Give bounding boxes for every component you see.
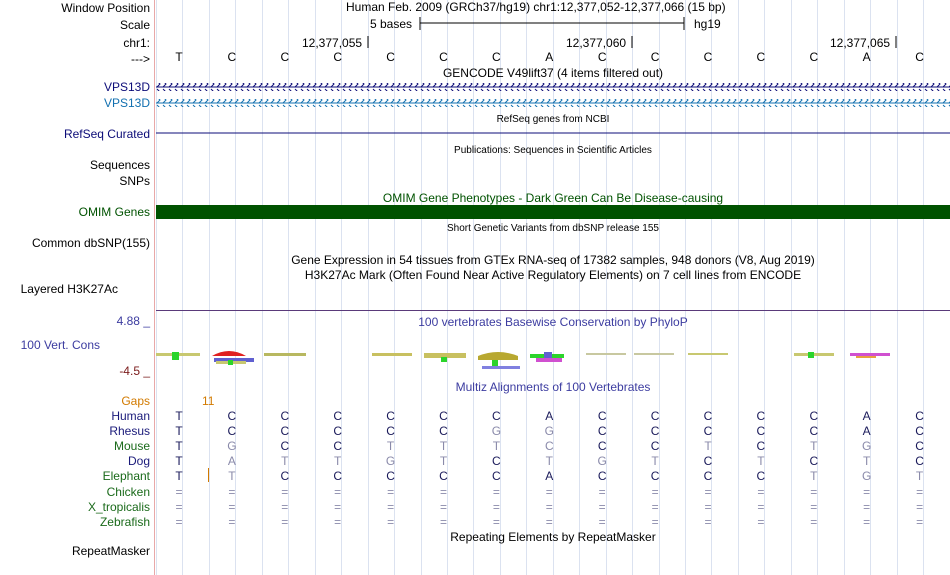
reference-base: A [862, 50, 871, 64]
alignment-base: = [916, 485, 924, 499]
alignment-base: C [597, 469, 607, 483]
reference-base: T [175, 50, 183, 64]
alignment-base: T [492, 439, 501, 453]
alignment-base: C [756, 469, 766, 483]
alignment-base: = [334, 515, 342, 529]
phylop-track-label[interactable]: 100 Vert. Cons [20, 338, 100, 352]
alignment-base: = [863, 485, 871, 499]
alignment-base: = [651, 515, 659, 529]
scale-label: Scale [119, 18, 150, 32]
h3k27ac-track-label[interactable]: Layered H3K27Ac [20, 282, 118, 296]
track-display-area[interactable] [156, 0, 950, 575]
alignment-base: = [810, 485, 818, 499]
alignment-base: T [334, 454, 342, 468]
alignment-base: = [228, 485, 236, 499]
reference-base: C [915, 50, 924, 64]
ruler-coordinate-3: 12,377,065 [830, 36, 891, 50]
reference-base: C [650, 50, 660, 64]
alignment-base: = [916, 515, 924, 529]
alignment-base: = [863, 515, 871, 529]
gencode-gene-label-1[interactable]: VPS13D [103, 80, 150, 94]
alignment-base: C [386, 469, 395, 483]
alignment-base: G [385, 454, 396, 468]
alignment-base: = [598, 515, 606, 529]
label-separator [154, 0, 155, 575]
reference-base: C [809, 50, 819, 64]
ruler-coordinate-2: 12,377,060 [566, 36, 627, 50]
alignment-base: = [281, 515, 289, 529]
alignment-base: C [703, 469, 713, 483]
assembly-label: hg19 [694, 17, 721, 31]
gaps-count: 11 [202, 394, 215, 408]
species-label[interactable]: Rhesus [109, 424, 150, 438]
reference-base: C [597, 50, 607, 64]
publications-track-title: Publications: Sequences in Scientific Articles [454, 145, 652, 156]
alignment-base: = [757, 515, 765, 529]
alignment-base: C [439, 469, 448, 483]
alignment-base: T [704, 439, 712, 453]
alignment-base: T [175, 454, 183, 468]
alignment-base: A [227, 454, 236, 468]
alignment-base: C [227, 409, 237, 423]
alignment-base: T [651, 454, 659, 468]
reference-base: C [492, 50, 501, 64]
gaps-label[interactable]: Gaps [121, 394, 150, 408]
alignment-base: = [492, 485, 500, 499]
alignment-base: T [545, 454, 553, 468]
reference-base: C [756, 50, 766, 64]
reference-base: C [386, 50, 395, 64]
species-label[interactable]: Dog [127, 454, 150, 468]
gtex-track-title: Gene Expression in 54 tissues from GTEx RNA-seq of 17382 samples, 948 donors (V8, Aug 2019) [291, 253, 815, 267]
alignment-base: = [439, 500, 447, 514]
alignment-base: C [650, 469, 660, 483]
strand-direction-label: ---> [131, 52, 150, 66]
alignment-base: C [915, 454, 924, 468]
alignment-base: C [386, 424, 395, 438]
alignment-base: C [703, 424, 713, 438]
h3k27ac-track-title: H3K27Ac Mark (Often Found Near Active Regulatory Elements) on 7 cell lines from ENCODE [304, 268, 802, 282]
phylop-min-label: -4.5 _ [119, 364, 150, 378]
alignment-base: C [809, 409, 819, 423]
refseq-track-label[interactable]: RefSeq Curated [63, 127, 150, 141]
alignment-base: C [756, 424, 766, 438]
alignment-base: T [757, 454, 765, 468]
species-label[interactable]: Elephant [102, 469, 150, 483]
dbsnp-track-title: Short Genetic Variants from dbSNP release 155 [447, 223, 659, 234]
alignment-base: T [386, 439, 395, 453]
alignment-base: = [492, 500, 500, 514]
alignment-base: T [915, 469, 924, 483]
alignment-base: = [598, 500, 606, 514]
reference-base: C [703, 50, 713, 64]
alignment-base: T [175, 439, 183, 453]
alignment-base: T [863, 454, 871, 468]
repeatmasker-track-title: Repeating Elements by RepeatMasker [450, 530, 656, 544]
species-label[interactable]: X_tropicalis [87, 500, 150, 514]
alignment-base: C [333, 469, 343, 483]
alignment-base: T [439, 454, 448, 468]
alignment-base: = [545, 485, 553, 499]
alignment-base: = [545, 515, 553, 529]
alignment-base: C [333, 439, 343, 453]
alignment-base: C [492, 454, 501, 468]
alignment-base: G [544, 424, 554, 438]
alignment-base: = [492, 515, 500, 529]
alignment-base: C [756, 439, 766, 453]
alignment-base: = [545, 500, 553, 514]
scale-text: 5 bases [370, 17, 413, 31]
alignment-base: C [333, 424, 343, 438]
alignment-base: = [704, 485, 712, 499]
alignment-base: A [862, 424, 871, 438]
snps-track-label[interactable]: SNPs [119, 174, 150, 188]
multiz-track-title: Multiz Alignments of 100 Vertebrates [455, 380, 651, 394]
alignment-base: C [756, 409, 766, 423]
alignment-base: = [281, 485, 289, 499]
alignment-base: T [281, 454, 289, 468]
alignment-base: = [387, 515, 395, 529]
alignment-base: = [704, 515, 712, 529]
alignment-base: A [862, 409, 871, 423]
alignment-base: G [597, 454, 607, 468]
alignment-base: = [228, 500, 236, 514]
alignment-base: C [703, 454, 713, 468]
omim-track-label[interactable]: OMIM Genes [78, 205, 150, 219]
alignment-base: C [650, 424, 660, 438]
alignment-base: C [439, 409, 448, 423]
window-position-text: Human Feb. 2009 (GRCh37/hg19) chr1:12,377,052-12,377,066 (15 bp) [346, 0, 726, 14]
reference-base: C [227, 50, 237, 64]
alignment-base: G [491, 424, 502, 438]
alignment-base: C [703, 409, 713, 423]
alignment-base: C [915, 439, 924, 453]
alignment-base: C [809, 454, 819, 468]
dbsnp-track-label[interactable]: Common dbSNP(155) [31, 236, 150, 250]
alignment-base: = [334, 500, 342, 514]
alignment-base: = [175, 500, 183, 514]
species-label[interactable]: Zebrafish [99, 515, 150, 529]
alignment-base: C [809, 424, 819, 438]
alignment-base: = [810, 515, 818, 529]
alignment-base: = [651, 485, 659, 499]
ruler-coordinate-1: 12,377,055 [302, 36, 363, 50]
phylop-logo-graph[interactable] [156, 0, 950, 380]
gencode-gene-label-2[interactable]: VPS13D [103, 96, 150, 110]
alignment-base: T [175, 469, 183, 483]
alignment-base: C [280, 439, 290, 453]
reference-base: C [280, 50, 290, 64]
alignment-base: C [650, 409, 660, 423]
alignment-base: = [810, 500, 818, 514]
window-position-label: Window Position [61, 1, 150, 15]
phylop-max-label: 4.88 _ [116, 314, 150, 328]
alignment-base: = [863, 500, 871, 514]
alignment-base: C [492, 469, 501, 483]
sequences-track-label[interactable]: Sequences [89, 158, 150, 172]
refseq-track-title: RefSeq genes from NCBI [496, 114, 610, 125]
alignment-base: C [333, 409, 343, 423]
alignment-base: = [704, 500, 712, 514]
alignment-base: = [651, 500, 659, 514]
alignment-base: G [227, 439, 237, 453]
alignment-base: = [334, 485, 342, 499]
alignment-base: = [916, 500, 924, 514]
alignment-base: C [492, 409, 501, 423]
alignment-base: C [227, 424, 237, 438]
track-label-column [0, 0, 154, 575]
alignment-base: = [228, 515, 236, 529]
gencode-track-title: GENCODE V49lift37 (4 items filtered out) [442, 66, 664, 80]
alignment-base: C [280, 469, 290, 483]
alignment-base: C [386, 409, 395, 423]
alignment-base: C [544, 439, 554, 453]
alignment-base: C [280, 424, 290, 438]
alignment-base: C [915, 409, 924, 423]
repeatmasker-track-label[interactable]: RepeatMasker [71, 544, 150, 558]
alignment-base: G [862, 439, 872, 453]
alignment-base: C [650, 439, 660, 453]
alignment-base: = [387, 485, 395, 499]
reference-base: C [333, 50, 343, 64]
species-label[interactable]: Mouse [113, 439, 150, 453]
alignment-base: T [810, 469, 818, 483]
alignment-base: = [439, 485, 447, 499]
alignment-base: = [757, 485, 765, 499]
alignment-base: A [545, 409, 554, 423]
alignment-base: = [598, 485, 606, 499]
alignment-base: = [175, 515, 183, 529]
species-label[interactable]: Human [111, 409, 150, 423]
alignment-base: A [545, 469, 554, 483]
alignment-base: T [439, 439, 448, 453]
chromosome-label: chr1: [123, 36, 150, 50]
alignment-base: = [281, 500, 289, 514]
species-label[interactable]: Chicken [106, 485, 150, 499]
alignment-base: = [757, 500, 765, 514]
alignment-base: C [597, 409, 607, 423]
alignment-base: C [597, 439, 607, 453]
alignment-base: C [439, 424, 448, 438]
alignment-base: = [439, 515, 447, 529]
alignment-base: T [175, 424, 183, 438]
phylop-track-title: 100 vertebrates Basewise Conservation by PhyloP [418, 315, 688, 329]
alignment-base: T [175, 409, 183, 423]
elephant-gap-marker [208, 468, 209, 482]
alignment-base: G [862, 469, 872, 483]
alignment-base: = [387, 500, 395, 514]
alignment-base: T [810, 439, 818, 453]
omim-track-title: OMIM Gene Phenotypes - Dark Green Can Be Disease-causing [382, 191, 724, 205]
reference-base: A [545, 50, 554, 64]
alignment-base: C [597, 424, 607, 438]
alignment-base: = [175, 485, 183, 499]
alignment-base: T [228, 469, 236, 483]
phylop-logo-glyphs [156, 351, 890, 369]
reference-base: C [439, 50, 448, 64]
alignment-base: C [915, 424, 924, 438]
alignment-base: C [280, 409, 290, 423]
